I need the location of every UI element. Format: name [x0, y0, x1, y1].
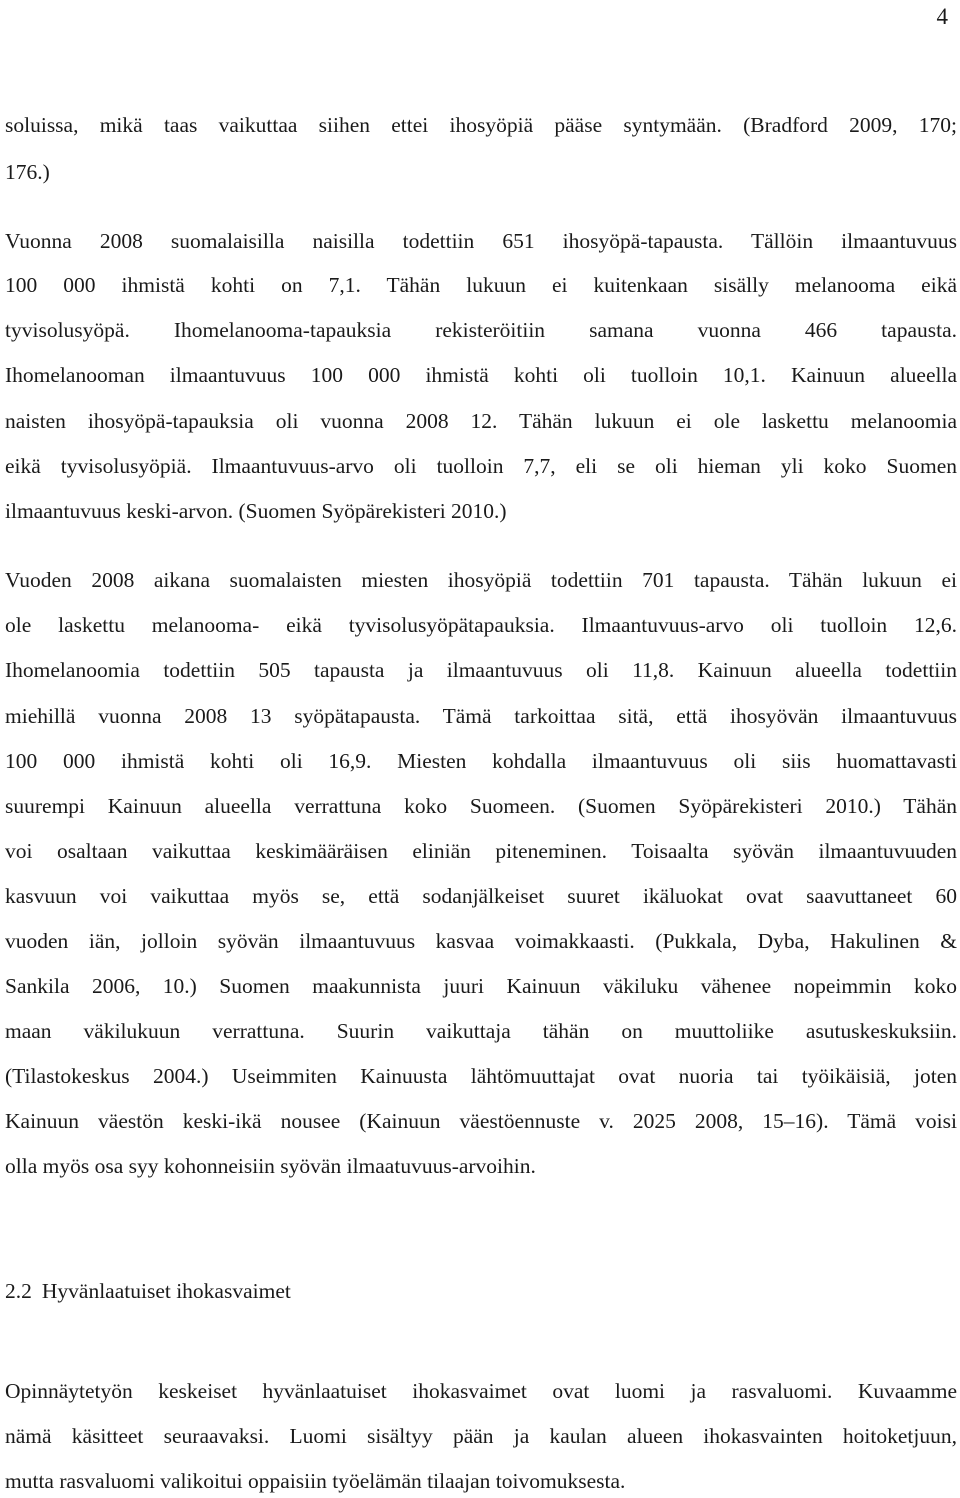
text-line: ilmaantuvuus keski-arvon. (Suomen Syöpärekisteri 2010.) — [5, 499, 507, 523]
text-line: 100 000 ihmistä kohti oli 16,9. Miesten kohdalla ilmaantuvuus oli siis huomattavasti — [5, 749, 957, 773]
text-line: kasvuun voi vaikuttaa myös se, että sodanjälkeiset suuret ikäluokat ovat saavuttaneet 60 — [5, 884, 957, 908]
text-line: maan väkilukuun verrattuna. Suurin vaikuttaja tähän on muuttoliike asutuskeskuksiin. — [5, 1019, 957, 1043]
text-line: 176.) — [5, 160, 50, 184]
text-line: Opinnäytetyön keskeiset hyvänlaatuiset ihokasvaimet ovat luomi ja rasvaluomi. Kuvaamme — [5, 1379, 957, 1403]
text-line: Sankila 2006, 10.) Suomen maakunnista juuri Kainuun väkiluku vähenee nopeimmin koko — [5, 974, 957, 998]
text-line: Ihomelanooman ilmaantuvuus 100 000 ihmistä kohti oli tuolloin 10,1. Kainuun alueella — [5, 363, 957, 387]
page-number: 4 — [936, 4, 948, 29]
text-line: (Tilastokeskus 2004.) Useimmiten Kainuusta lähtömuuttajat ovat nuoria tai työikäisiä, joten — [5, 1064, 957, 1088]
text-line: 100 000 ihmistä kohti on 7,1. Tähän lukuun ei kuitenkaan sisälly melanooma eikä — [5, 273, 957, 297]
section-number: 2.2 — [5, 1279, 32, 1303]
section-title: Hyvänlaatuiset ihokasvaimet — [41, 1279, 291, 1303]
text-line: Vuonna 2008 suomalaisilla naisilla todettiin 651 ihosyöpä-tapausta. Tällöin ilmaantuvuus — [5, 229, 957, 253]
text-line: olla myös osa syy kohonneisiin syövän ilmaatuvuus-arvoihin. — [5, 1154, 536, 1178]
text-line: nämä käsitteet seuraavaksi. Luomi sisältyy pään ja kaulan alueen ihokasvainten hoitoketjuun, — [5, 1424, 957, 1448]
text-line: mutta rasvaluomi valikoitui oppaisiin työelämän tilaajan toivomuksesta. — [5, 1469, 626, 1493]
text-line: miehillä vuonna 2008 13 syöpätapausta. Tämä tarkoittaa sitä, että ihosyövän ilmaantuvuus — [5, 704, 957, 728]
text-line: voi osaltaan vaikuttaa keskimääräisen eliniän piteneminen. Toisaalta syövän ilmaantuvuuden — [5, 839, 957, 863]
text-line: tyvisolusyöpä. Ihomelanooma-tapauksia rekisteröitiin samana vuonna 466 tapausta. — [5, 318, 957, 342]
section-heading — [5, 1276, 957, 1306]
text-line: Kainuun väestön keski-ikä nousee (Kainuun väestöennuste v. 2025 2008, 15–16). Tämä voisi — [5, 1109, 957, 1133]
text-line: Ihomelanoomia todettiin 505 tapausta ja ilmaantuvuus oli 11,8. Kainuun alueella todettiin — [5, 658, 957, 682]
text-line: soluissa, mikä taas vaikuttaa siihen ettei ihosyöpiä pääse syntymään. (Bradford 2009, 170; — [5, 113, 957, 137]
text-line: Vuoden 2008 aikana suomalaisten miesten ihosyöpiä todettiin 701 tapausta. Tähän lukuun ei — [5, 568, 957, 592]
text-line: naisten ihosyöpä-tapauksia oli vuonna 2008 12. Tähän lukuun ei ole laskettu melanoomia — [5, 409, 957, 433]
text-line: eikä tyvisolusyöpiä. Ilmaantuvuus-arvo oli tuolloin 7,7, eli se oli hieman yli koko Suomen — [5, 454, 957, 478]
text-line: ole laskettu melanooma- eikä tyvisolusyöpätapauksia. Ilmaantuvuus-arvo oli tuolloin 12,6. — [5, 613, 957, 637]
text-line: vuoden iän, jolloin syövän ilmaantuvuus kasvaa voimakkaasti. (Pukkala, Dyba, Hakulinen & — [5, 929, 957, 953]
text-line: suurempi Kainuun alueella verrattuna koko Suomeen. (Suomen Syöpärekisteri 2010.) Tähän — [5, 794, 957, 818]
